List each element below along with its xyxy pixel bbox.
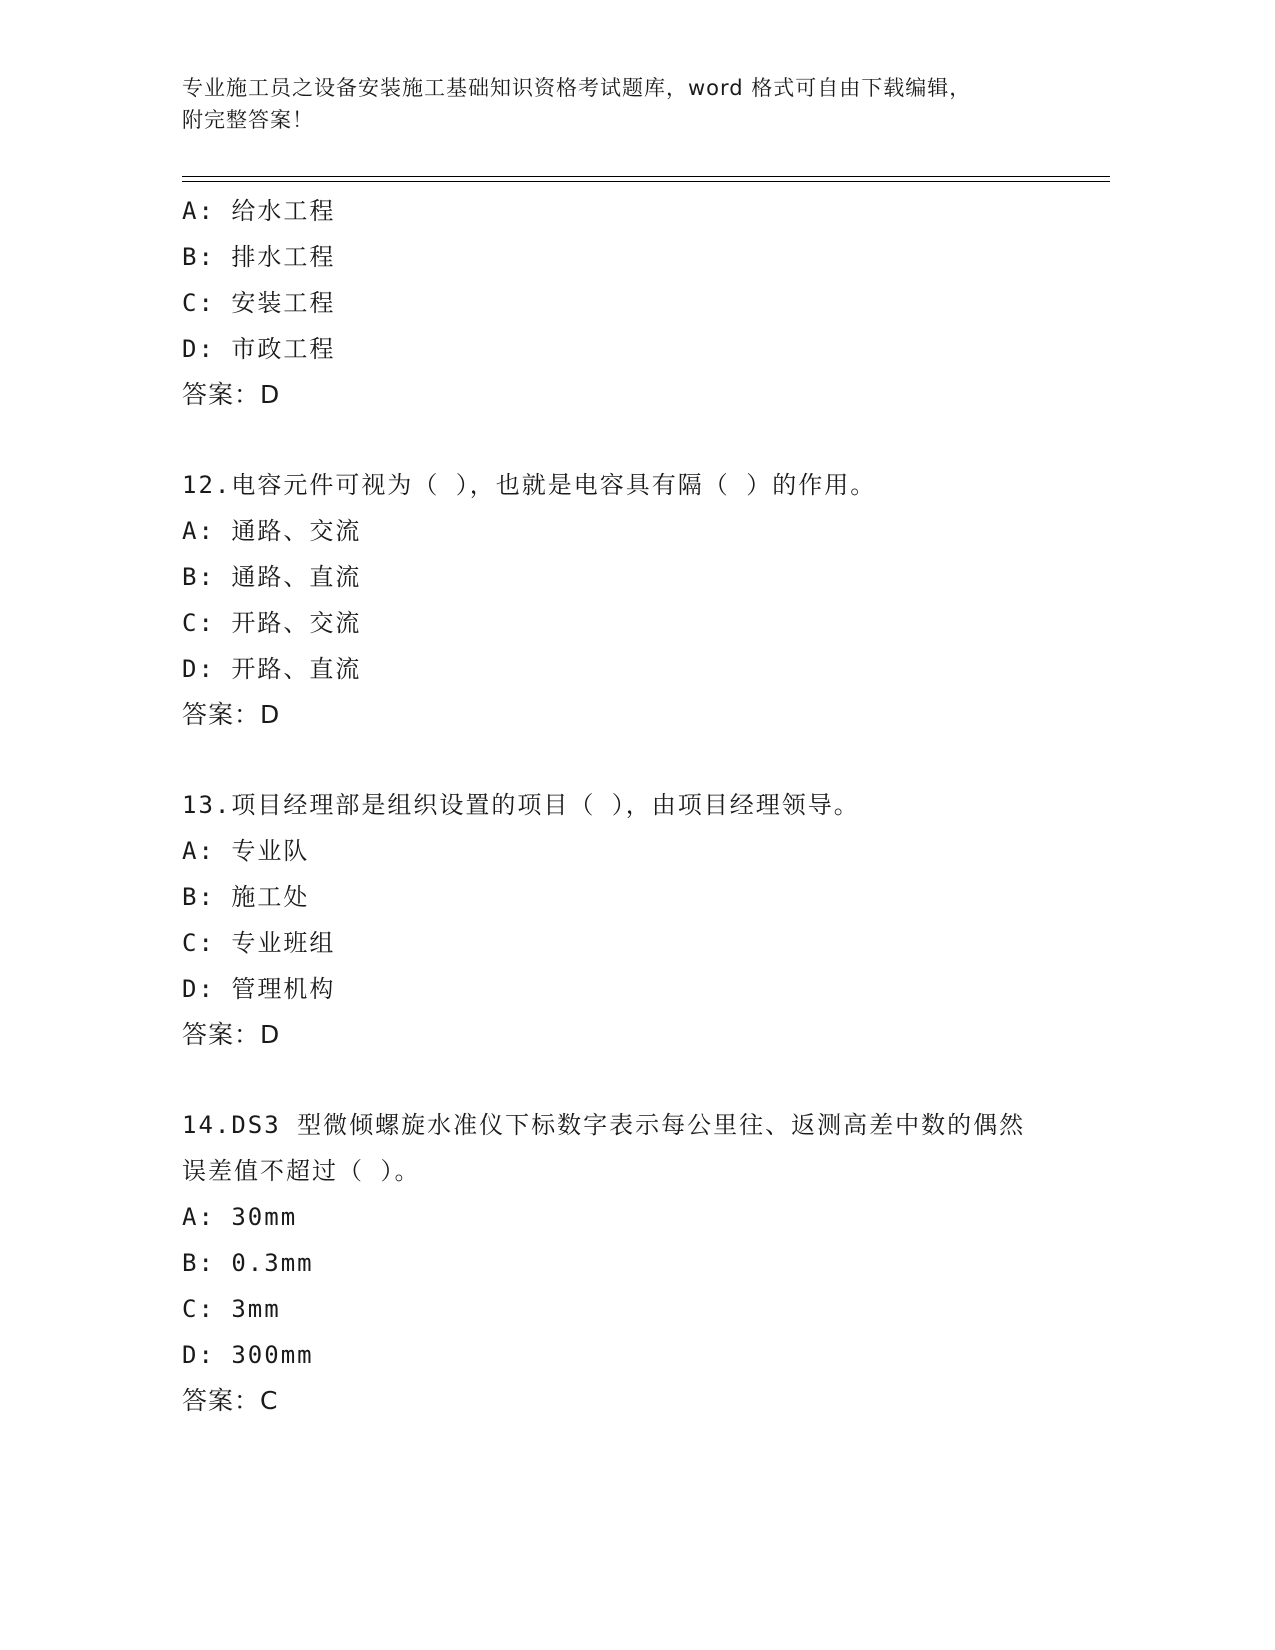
- option-d: D: 管理机构: [182, 975, 336, 1003]
- option-c: C: 3mm: [182, 1295, 281, 1323]
- option-b: B: 施工处: [182, 883, 310, 911]
- question-text: 12.电容元件可视为（ ），也就是电容具有隔（ ）的作用。: [182, 471, 877, 499]
- header-line-1: 专业施工员之设备安装施工基础知识资格考试题库，word 格式可自由下载编辑，: [182, 76, 972, 100]
- answer-line: 答案：D: [182, 1020, 281, 1049]
- question-block-14: [182, 1102, 1082, 1424]
- header-divider: [182, 176, 1110, 182]
- option-c: C: 安装工程: [182, 289, 336, 317]
- option-a: A: 专业队: [182, 837, 310, 865]
- option-c: C: 开路、交流: [182, 609, 362, 637]
- option-d: D: 开路、直流: [182, 655, 362, 683]
- question-block-11: [182, 188, 1082, 418]
- option-a: A: 通路、交流: [182, 517, 362, 545]
- option-b: B: 通路、直流: [182, 563, 362, 591]
- option-c: C: 专业班组: [182, 929, 336, 957]
- answer-line: 答案：D: [182, 380, 281, 409]
- question-block-13: [182, 782, 1082, 1058]
- option-d: D: 300mm: [182, 1341, 314, 1369]
- spacer: [182, 738, 1082, 782]
- document-header: [182, 72, 1062, 136]
- question-text: 13.项目经理部是组织设置的项目（ ），由项目经理领导。: [182, 791, 860, 819]
- question-text: 14.DS3 型微倾螺旋水准仪下标数字表示每公里往、返测高差中数的偶然误差值不超过（ ）。: [182, 1111, 1026, 1185]
- spacer: [182, 1058, 1082, 1102]
- question-list: [182, 188, 1082, 1424]
- option-d: D: 市政工程: [182, 335, 336, 363]
- option-a: A: 给水工程: [182, 197, 336, 225]
- option-a: A: 30mm: [182, 1203, 298, 1231]
- question-block-12: [182, 462, 1082, 738]
- answer-line: 答案：D: [182, 700, 281, 729]
- spacer: [182, 418, 1082, 462]
- option-b: B: 0.3mm: [182, 1249, 314, 1277]
- header-line-2: 附完整答案！: [182, 108, 314, 132]
- option-b: B: 排水工程: [182, 243, 336, 271]
- answer-line: 答案：C: [182, 1386, 279, 1415]
